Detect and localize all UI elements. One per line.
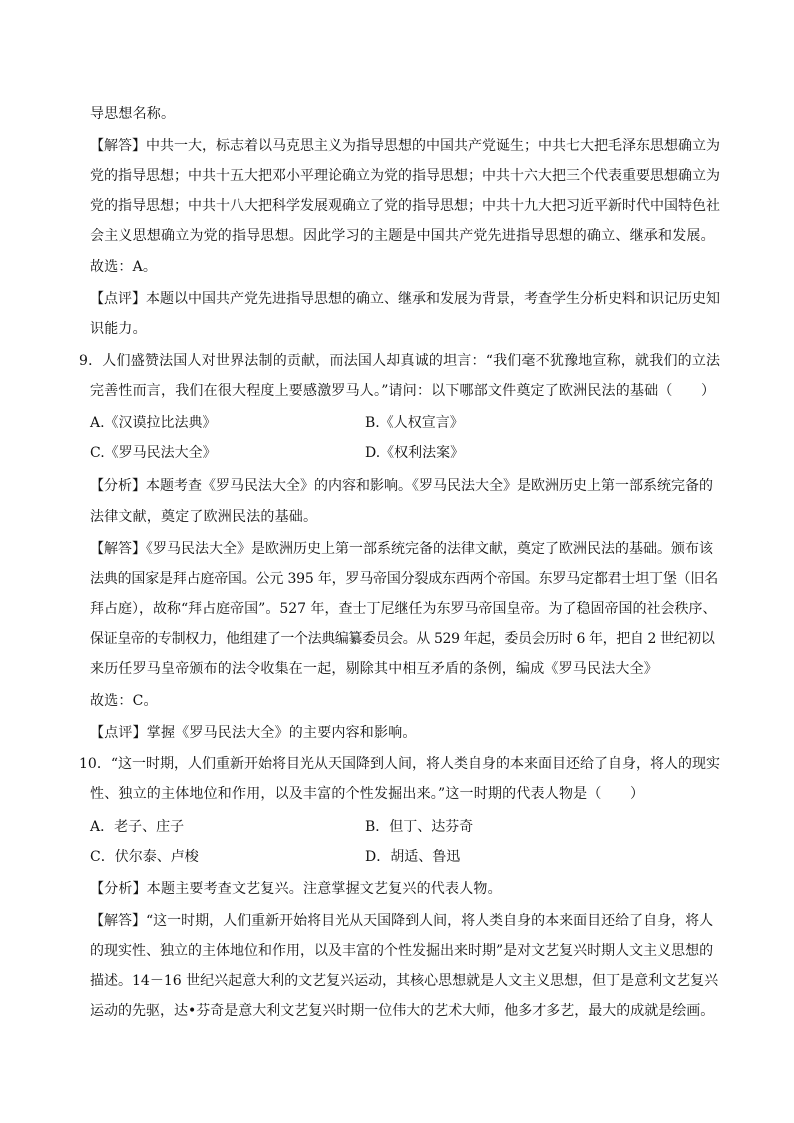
q8-answer-line-4: 会主义思想确立为党的指导思想。因此学习的主题是中国共产党先进指导思想的确立、继承和发展。 xyxy=(90,228,715,244)
q10-option-c: C．伏尔泰、卢梭 xyxy=(90,849,199,865)
q9-answer-line-1: 【解答】《罗马民法大全》是欧洲历史上第一部系统完备的法律文献，奠定了欧洲民法的基础。颁布该 xyxy=(90,541,713,557)
q10-answer-line-1: 【解答】“这一时期，人们重新开始将目光从天国降到人间，将人类自身的本来面目还给了自身，将人 xyxy=(90,913,714,929)
q9-comment: 【点评】掌握《罗马民法大全》的主要内容和影响。 xyxy=(90,725,417,741)
q8-comment-line-1: 【点评】本题以中国共产党先进指导思想的确立、继承和发展为背景，考查学生分析史料和识记历史知 xyxy=(90,291,720,307)
q9-option-b: B.《人权宣言》 xyxy=(365,415,464,431)
q8-answer-line-3: 党的指导思想；中共十八大把科学发展观确立了党的指导思想；中共十九大把习近平新时代中国特色社 xyxy=(90,198,720,214)
q10-stem-line-2: 性、独立的主体地位和作用，以及丰富的个性发掘出来。”这一时期的代表人物是（ ） xyxy=(90,786,645,802)
q9-answer-line-4: 保证皇帝的专制权力，他组建了一个法典编纂委员会。从 529 年起，委员会历时 6 年，把自 2 世纪初以 xyxy=(90,631,715,647)
q8-choice: 故选：A。 xyxy=(90,259,158,275)
q9-option-c: C.《罗马民法大全》 xyxy=(90,445,217,461)
q10-answer-line-4: 运动的先驱，达•芬奇是意大利文艺复兴时期一位伟大的艺术大师，他多才多艺，最大的成就是绘画。 xyxy=(90,1003,715,1019)
q9-analysis-line-2: 法律文献，奠定了欧洲民法的基础。 xyxy=(90,509,318,525)
q10-answer-line-2: 的现实性、独立的主体地位和作用，以及丰富的个性发掘出来时期”是对文艺复兴时期人文主义思想的 xyxy=(90,943,714,959)
q10-option-b: B．但丁、达芬奇 xyxy=(365,819,474,835)
q10-answer-line-3: 描述。14－16 世纪兴起意大利的文艺复兴运动，其核心思想就是人文主义思想，但丁是意利文艺复兴 xyxy=(90,973,719,989)
q10-analysis: 【分析】本题主要考查文艺复兴。注意掌握文艺复兴的代表人物。 xyxy=(90,881,502,897)
q9-option-a: A.《汉谟拉比法典》 xyxy=(90,415,217,431)
q8-answer-line-2: 党的指导思想；中共十五大把邓小平理论确立为党的指导思想；中共十六大把三个代表重要思想确立为 xyxy=(90,168,720,184)
q9-answer-line-3: 拜占庭），故称“拜占庭帝国”。527 年，查士丁尼继任为东罗马帝国皇帝。为了稳固帝国的社会秩序、 xyxy=(90,601,717,617)
q8-guide-text: 导思想名称。 xyxy=(90,106,176,122)
q9-stem-line-2: 完善性而言，我们在很大程度上要感激罗马人。”请问：以下哪部文件奠定了欧洲民法的基础（ ） xyxy=(90,383,716,399)
q10-stem-line-1: 10．“这一时期，人们重新开始将目光从天国降到人间，将人类自身的本来面目还给了自身，将人的现实 xyxy=(79,756,720,772)
q10-option-a: A．老子、庄子 xyxy=(90,819,185,835)
q9-answer-line-5: 来历任罗马皇帝颁布的法令收集在一起，剔除其中相互矛盾的条例，编成《罗马民法大全》 xyxy=(90,661,658,677)
q9-option-d: D.《权利法案》 xyxy=(365,445,465,461)
q9-choice: 故选：C。 xyxy=(90,693,158,709)
q8-answer-line-1: 【解答】中共一大，标志着以马克思主义为指导思想的中国共产党诞生；中共七大把毛泽东思想确立为 xyxy=(90,138,720,154)
q9-analysis-line-1: 【分析】本题考查《罗马民法大全》的内容和影响。《罗马民法大全》是欧洲历史上第一部系统完备的 xyxy=(90,478,713,494)
q8-comment-line-2: 识能力。 xyxy=(90,321,147,337)
q10-option-d: D．胡适、鲁迅 xyxy=(365,849,461,865)
q9-stem-line-1: 9．人们盛赞法国人对世界法制的贡献，而法国人却真诚的坦言：“我们毫不犹豫地宣称，就我们的立法 xyxy=(79,353,721,369)
q9-answer-line-2: 法典的国家是拜占庭帝国。公元 395 年，罗马帝国分裂成东西两个帝国。东罗马定都君士坦丁堡（旧名 xyxy=(90,571,719,587)
